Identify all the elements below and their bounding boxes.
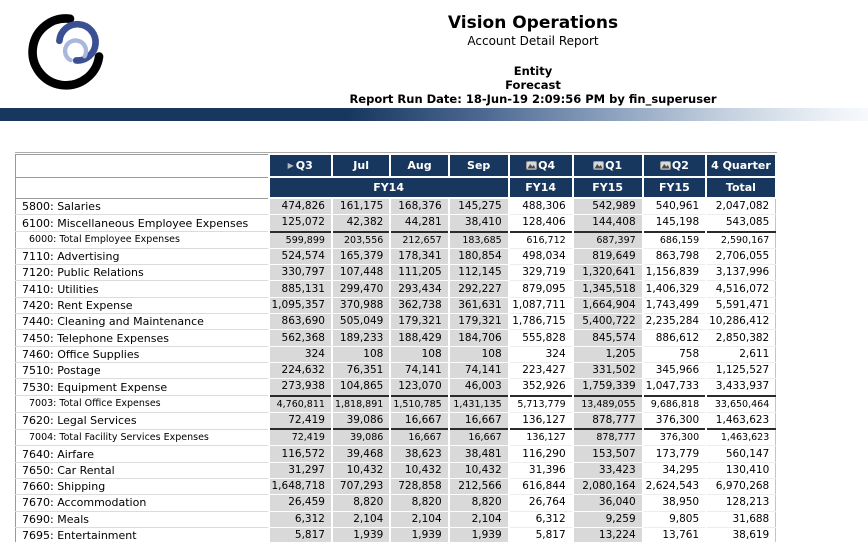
data-cell: 179,321 bbox=[390, 314, 448, 330]
account-label: 6100: Miscellaneous Employee Expenses bbox=[16, 215, 269, 232]
data-cell: 173,779 bbox=[643, 446, 706, 462]
data-cell: 376,300 bbox=[643, 412, 706, 429]
account-row bbox=[16, 511, 776, 527]
data-cell: 2,235,284 bbox=[643, 314, 706, 330]
account-row bbox=[16, 346, 776, 362]
data-cell: 2,590,167 bbox=[706, 232, 776, 249]
data-cell: 107,448 bbox=[332, 265, 390, 281]
data-cell: 224,632 bbox=[269, 362, 332, 378]
data-cell: 2,850,382 bbox=[706, 330, 776, 346]
data-cell: 16,667 bbox=[449, 412, 509, 429]
account-label: 7670: Accommodation bbox=[16, 495, 269, 511]
data-cell: 130,410 bbox=[706, 462, 776, 478]
column-header-sep bbox=[449, 154, 509, 177]
data-cell: 36,040 bbox=[573, 495, 643, 511]
data-cell: 1,345,518 bbox=[573, 281, 643, 297]
data-cell: 2,624,543 bbox=[643, 479, 706, 495]
account-row bbox=[16, 314, 776, 330]
data-cell: 136,127 bbox=[509, 412, 573, 429]
data-cell: 1,939 bbox=[390, 527, 448, 542]
data-cell: 38,623 bbox=[390, 446, 448, 462]
column-label: Q3 bbox=[295, 159, 313, 172]
data-cell: 33,650,464 bbox=[706, 396, 776, 413]
data-cell: 1,087,711 bbox=[509, 297, 573, 313]
account-label: 7003: Total Office Expenses bbox=[16, 396, 269, 413]
fiscal-year-q1: FY15 bbox=[573, 177, 643, 198]
data-cell: 136,127 bbox=[509, 429, 573, 446]
account-row bbox=[16, 362, 776, 378]
data-cell: 26,764 bbox=[509, 495, 573, 511]
data-cell: 10,286,412 bbox=[706, 314, 776, 330]
data-cell: 845,574 bbox=[573, 330, 643, 346]
account-row bbox=[16, 379, 776, 396]
data-cell: 2,080,164 bbox=[573, 479, 643, 495]
column-label: Jul bbox=[353, 159, 369, 172]
account-label: 7440: Cleaning and Maintenance bbox=[16, 314, 269, 330]
data-cell: 324 bbox=[269, 346, 332, 362]
column-header-aug bbox=[390, 154, 448, 177]
data-cell: 273,938 bbox=[269, 379, 332, 396]
data-cell: 16,667 bbox=[449, 429, 509, 446]
data-cell: 116,572 bbox=[269, 446, 332, 462]
account-detail-table bbox=[15, 153, 777, 542]
data-cell: 885,131 bbox=[269, 281, 332, 297]
account-row bbox=[16, 248, 776, 264]
data-cell: 3,137,996 bbox=[706, 265, 776, 281]
data-cell: 6,312 bbox=[509, 511, 573, 527]
data-cell: 863,690 bbox=[269, 314, 332, 330]
account-label: 7695: Entertainment bbox=[16, 527, 269, 542]
data-cell: 1,818,891 bbox=[332, 396, 390, 413]
data-cell: 212,566 bbox=[449, 479, 509, 495]
account-label: 7410: Utilities bbox=[16, 281, 269, 297]
data-cell: 39,086 bbox=[332, 429, 390, 446]
data-cell: 179,321 bbox=[449, 314, 509, 330]
data-cell: 9,259 bbox=[573, 511, 643, 527]
data-cell: 1,205 bbox=[573, 346, 643, 362]
data-cell: 6,970,268 bbox=[706, 479, 776, 495]
data-cell: 4,760,811 bbox=[269, 396, 332, 413]
column-label: Q1 bbox=[605, 159, 623, 172]
data-cell: 819,649 bbox=[573, 248, 643, 264]
data-cell: 184,706 bbox=[449, 330, 509, 346]
data-cell: 72,419 bbox=[269, 412, 332, 429]
data-cell: 1,664,904 bbox=[573, 297, 643, 313]
data-cell: 123,070 bbox=[390, 379, 448, 396]
data-cell: 10,432 bbox=[449, 462, 509, 478]
quarter-header-row bbox=[16, 154, 776, 177]
data-cell: 183,685 bbox=[449, 232, 509, 249]
data-cell: 1,463,623 bbox=[706, 429, 776, 446]
account-label: 7640: Airfare bbox=[16, 446, 269, 462]
data-cell: 3,433,937 bbox=[706, 379, 776, 396]
data-cell: 125,072 bbox=[269, 215, 332, 232]
account-label: 7660: Shipping bbox=[16, 479, 269, 495]
data-cell: 203,556 bbox=[332, 232, 390, 249]
data-cell: 13,489,055 bbox=[573, 396, 643, 413]
data-cell: 542,989 bbox=[573, 198, 643, 215]
data-cell: 189,233 bbox=[332, 330, 390, 346]
data-cell: 293,434 bbox=[390, 281, 448, 297]
data-cell: 74,141 bbox=[449, 362, 509, 378]
data-cell: 878,777 bbox=[573, 412, 643, 429]
data-cell: 728,858 bbox=[390, 479, 448, 495]
data-cell: 8,820 bbox=[332, 495, 390, 511]
data-cell: 361,631 bbox=[449, 297, 509, 313]
fiscal-year-header-row bbox=[16, 177, 776, 198]
account-row bbox=[16, 265, 776, 281]
column-label: 4 Quarter bbox=[711, 159, 771, 172]
data-cell: 212,657 bbox=[390, 232, 448, 249]
data-cell: 42,382 bbox=[332, 215, 390, 232]
account-row bbox=[16, 479, 776, 495]
data-cell: 543,085 bbox=[706, 215, 776, 232]
data-cell: 38,410 bbox=[449, 215, 509, 232]
data-cell: 376,300 bbox=[643, 429, 706, 446]
data-cell: 324 bbox=[509, 346, 573, 362]
account-row bbox=[16, 462, 776, 478]
data-cell: 33,423 bbox=[573, 462, 643, 478]
data-cell: 6,312 bbox=[269, 511, 332, 527]
data-cell: 116,290 bbox=[509, 446, 573, 462]
company-logo bbox=[24, 6, 108, 94]
column-header-jul bbox=[332, 154, 390, 177]
data-cell: 1,125,527 bbox=[706, 362, 776, 378]
corner-cell bbox=[16, 177, 269, 198]
data-cell: 38,481 bbox=[449, 446, 509, 462]
column-header-q3[interactable] bbox=[269, 154, 332, 177]
data-cell: 2,104 bbox=[449, 511, 509, 527]
gradient-divider-bar bbox=[0, 108, 868, 121]
account-row bbox=[16, 446, 776, 462]
account-row bbox=[16, 527, 776, 542]
data-cell: 488,306 bbox=[509, 198, 573, 215]
data-cell: 108 bbox=[390, 346, 448, 362]
data-cell: 74,141 bbox=[390, 362, 448, 378]
data-cell: 686,159 bbox=[643, 232, 706, 249]
account-label: 5800: Salaries bbox=[16, 198, 269, 215]
data-cell: 1,939 bbox=[449, 527, 509, 542]
data-cell: 34,295 bbox=[643, 462, 706, 478]
data-cell: 72,419 bbox=[269, 429, 332, 446]
data-cell: 1,786,715 bbox=[509, 314, 573, 330]
data-cell: 8,820 bbox=[390, 495, 448, 511]
data-cell: 560,147 bbox=[706, 446, 776, 462]
data-cell: 4,516,072 bbox=[706, 281, 776, 297]
account-label: 7004: Total Facility Services Expenses bbox=[16, 429, 269, 446]
run-date-line: Report Run Date: 18-Jun-19 2:09:56 PM by fin_superuser bbox=[349, 92, 717, 106]
data-cell: 5,591,471 bbox=[706, 297, 776, 313]
data-cell: 758 bbox=[643, 346, 706, 362]
corner-cell bbox=[16, 154, 269, 177]
data-cell: 5,817 bbox=[509, 527, 573, 542]
data-cell: 188,429 bbox=[390, 330, 448, 346]
account-row bbox=[16, 198, 776, 215]
data-cell: 8,820 bbox=[449, 495, 509, 511]
data-cell: 39,086 bbox=[332, 412, 390, 429]
data-cell: 562,368 bbox=[269, 330, 332, 346]
column-header-q2[interactable] bbox=[643, 154, 706, 177]
total-row bbox=[16, 429, 776, 446]
data-cell: 153,507 bbox=[573, 446, 643, 462]
data-cell: 223,427 bbox=[509, 362, 573, 378]
data-cell: 878,777 bbox=[573, 429, 643, 446]
account-row bbox=[16, 330, 776, 346]
data-cell: 178,341 bbox=[390, 248, 448, 264]
data-cell: 616,712 bbox=[509, 232, 573, 249]
data-cell: 474,826 bbox=[269, 198, 332, 215]
data-cell: 9,805 bbox=[643, 511, 706, 527]
data-cell: 128,213 bbox=[706, 495, 776, 511]
data-cell: 5,713,779 bbox=[509, 396, 573, 413]
data-cell: 10,432 bbox=[332, 462, 390, 478]
account-label: 7510: Postage bbox=[16, 362, 269, 378]
data-cell: 1,095,357 bbox=[269, 297, 332, 313]
column-header-q1[interactable] bbox=[573, 154, 643, 177]
column-label: Aug bbox=[407, 159, 432, 172]
data-cell: 1,047,733 bbox=[643, 379, 706, 396]
data-cell: 104,865 bbox=[332, 379, 390, 396]
total-row bbox=[16, 396, 776, 413]
data-cell: 9,686,818 bbox=[643, 396, 706, 413]
data-cell: 38,950 bbox=[643, 495, 706, 511]
data-cell: 145,275 bbox=[449, 198, 509, 215]
account-row bbox=[16, 412, 776, 429]
expand-triangle-icon[interactable]: ▶ bbox=[287, 161, 294, 170]
data-cell: 616,844 bbox=[509, 479, 573, 495]
account-label: 7530: Equipment Expense bbox=[16, 379, 269, 396]
data-cell: 31,396 bbox=[509, 462, 573, 478]
account-row bbox=[16, 281, 776, 297]
data-cell: 2,611 bbox=[706, 346, 776, 362]
account-label: 7450: Telephone Expenses bbox=[16, 330, 269, 346]
data-cell: 886,612 bbox=[643, 330, 706, 346]
data-cell: 111,205 bbox=[390, 265, 448, 281]
data-cell: 168,376 bbox=[390, 198, 448, 215]
data-cell: 145,198 bbox=[643, 215, 706, 232]
report-table-body bbox=[16, 198, 776, 542]
data-cell: 352,926 bbox=[509, 379, 573, 396]
data-cell: 108 bbox=[449, 346, 509, 362]
data-cell: 498,034 bbox=[509, 248, 573, 264]
data-cell: 1,320,641 bbox=[573, 265, 643, 281]
account-label: 7420: Rent Expense bbox=[16, 297, 269, 313]
data-cell: 161,175 bbox=[332, 198, 390, 215]
image-placeholder-icon[interactable] bbox=[660, 161, 671, 170]
data-cell: 362,738 bbox=[390, 297, 448, 313]
column-label: Sep bbox=[467, 159, 491, 172]
data-cell: 112,145 bbox=[449, 265, 509, 281]
column-header-q4[interactable] bbox=[509, 154, 573, 177]
data-cell: 31,297 bbox=[269, 462, 332, 478]
account-label: 7460: Office Supplies bbox=[16, 346, 269, 362]
data-cell: 2,047,082 bbox=[706, 198, 776, 215]
data-cell: 10,432 bbox=[390, 462, 448, 478]
account-label: 7620: Legal Services bbox=[16, 412, 269, 429]
data-cell: 330,797 bbox=[269, 265, 332, 281]
account-label: 6000: Total Employee Expenses bbox=[16, 232, 269, 249]
data-cell: 1,510,785 bbox=[390, 396, 448, 413]
account-row bbox=[16, 495, 776, 511]
image-placeholder-icon[interactable] bbox=[593, 161, 604, 170]
data-cell: 16,667 bbox=[390, 412, 448, 429]
fiscal-year-q2: FY15 bbox=[643, 177, 706, 198]
total-column-header: Total bbox=[706, 177, 776, 198]
data-cell: 13,761 bbox=[643, 527, 706, 542]
data-cell: 687,397 bbox=[573, 232, 643, 249]
data-cell: 524,574 bbox=[269, 248, 332, 264]
data-cell: 144,408 bbox=[573, 215, 643, 232]
report-header bbox=[200, 12, 866, 106]
data-cell: 44,281 bbox=[390, 215, 448, 232]
entity-label: Entity bbox=[513, 64, 553, 78]
data-cell: 1,743,499 bbox=[643, 297, 706, 313]
data-cell: 2,104 bbox=[332, 511, 390, 527]
data-cell: 128,406 bbox=[509, 215, 573, 232]
data-cell: 1,648,718 bbox=[269, 479, 332, 495]
data-cell: 1,406,329 bbox=[643, 281, 706, 297]
data-cell: 1,759,339 bbox=[573, 379, 643, 396]
data-cell: 2,104 bbox=[390, 511, 448, 527]
data-cell: 331,502 bbox=[573, 362, 643, 378]
data-cell: 180,854 bbox=[449, 248, 509, 264]
data-cell: 16,667 bbox=[390, 429, 448, 446]
data-cell: 76,351 bbox=[332, 362, 390, 378]
account-label: 7120: Public Relations bbox=[16, 265, 269, 281]
data-cell: 31,688 bbox=[706, 511, 776, 527]
report-subtitle: Account Detail Report bbox=[467, 34, 599, 48]
fiscal-year-fy14-span: FY14 bbox=[269, 177, 509, 198]
data-cell: 13,224 bbox=[573, 527, 643, 542]
data-cell: 345,966 bbox=[643, 362, 706, 378]
scenario-label: Forecast bbox=[505, 78, 561, 92]
data-cell: 370,988 bbox=[332, 297, 390, 313]
data-cell: 2,706,055 bbox=[706, 248, 776, 264]
data-cell: 540,961 bbox=[643, 198, 706, 215]
data-cell: 329,719 bbox=[509, 265, 573, 281]
data-cell: 1,939 bbox=[332, 527, 390, 542]
image-placeholder-icon[interactable] bbox=[526, 161, 537, 170]
column-header-4quarter bbox=[706, 154, 776, 177]
data-cell: 299,470 bbox=[332, 281, 390, 297]
data-cell: 39,468 bbox=[332, 446, 390, 462]
fiscal-year-q4: FY14 bbox=[509, 177, 573, 198]
data-cell: 879,095 bbox=[509, 281, 573, 297]
total-row bbox=[16, 232, 776, 249]
data-cell: 863,798 bbox=[643, 248, 706, 264]
data-cell: 1,431,135 bbox=[449, 396, 509, 413]
data-cell: 1,156,839 bbox=[643, 265, 706, 281]
account-row bbox=[16, 297, 776, 313]
data-cell: 707,293 bbox=[332, 479, 390, 495]
data-cell: 38,619 bbox=[706, 527, 776, 542]
data-cell: 26,459 bbox=[269, 495, 332, 511]
report-table-container bbox=[15, 152, 777, 542]
account-label: 7110: Advertising bbox=[16, 248, 269, 264]
data-cell: 46,003 bbox=[449, 379, 509, 396]
account-row bbox=[16, 215, 776, 232]
data-cell: 5,400,722 bbox=[573, 314, 643, 330]
column-label: Q2 bbox=[671, 159, 689, 172]
report-title: Vision Operations bbox=[447, 13, 619, 33]
data-cell: 599,899 bbox=[269, 232, 332, 249]
account-label: 7690: Meals bbox=[16, 511, 269, 527]
data-cell: 165,379 bbox=[332, 248, 390, 264]
data-cell: 505,049 bbox=[332, 314, 390, 330]
data-cell: 555,828 bbox=[509, 330, 573, 346]
column-label: Q4 bbox=[538, 159, 556, 172]
data-cell: 292,227 bbox=[449, 281, 509, 297]
account-label: 7650: Car Rental bbox=[16, 462, 269, 478]
data-cell: 108 bbox=[332, 346, 390, 362]
data-cell: 1,463,623 bbox=[706, 412, 776, 429]
data-cell: 5,817 bbox=[269, 527, 332, 542]
